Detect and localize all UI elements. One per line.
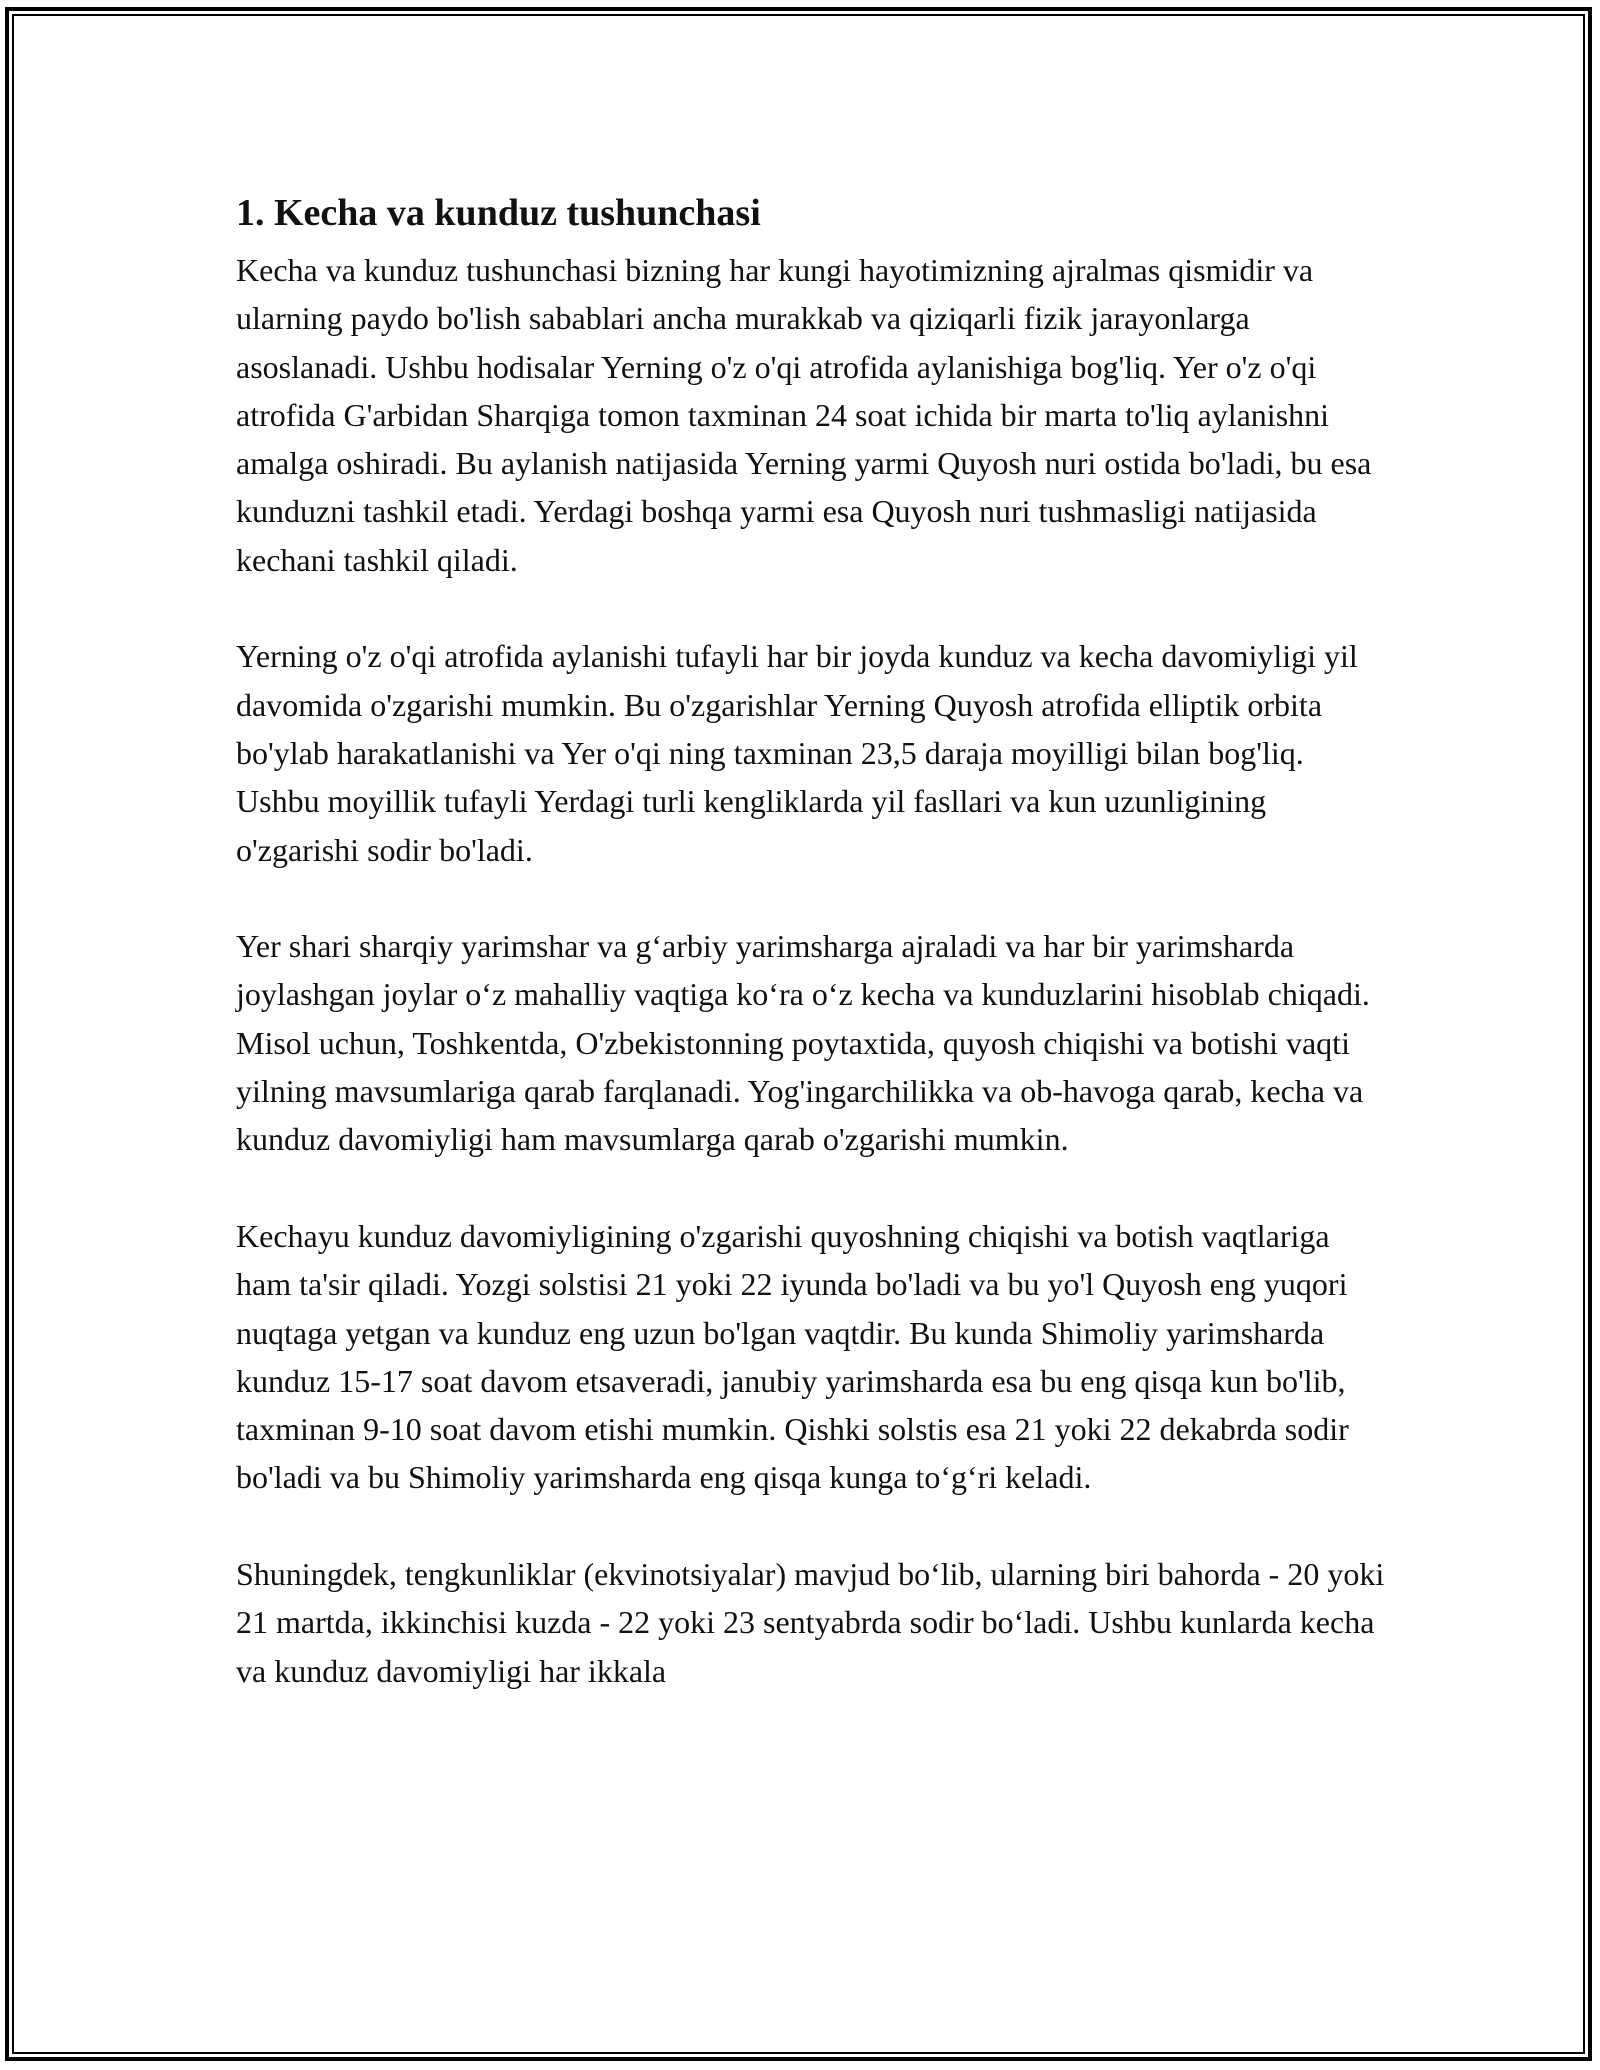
paragraph-5: Shuningdek, tengkunliklar (ekvinotsiyalar) mavjud bo‘lib, ularning biri bahorda - 20 yoki 21 martda, ikkinchisi kuzda - 22 yoki 23 sentyabrda sodir bo‘ladi. Ushbu kunlarda kecha va kunduz davomiyligi har ikkala — [236, 1556, 1385, 1689]
document-page — [236, 184, 1386, 1743]
document-title: 1. Kecha va kunduz tushunchasi — [236, 192, 761, 234]
paragraph-1: Kecha va kunduz tushunchasi bizning har kungi hayotimizning ajralmas qismidir va ularning paydo bo'lish sabablari ancha murakkab va qiziqarli fizik jarayonlarga asoslanadi. Ushbu hodisalar Yerning o'z o'qi atrofida aylanishiga bog'liq. Yer o'z o'qi atrofida G'arbidan Sharqiga tomon taxminan 24 soat ichida bir marta to'liq aylanishni amalga oshiradi. Bu aylanish natijasida Yerning yarmi Quyosh nuri ostida bo'ladi, bu esa kunduzni tashkil etadi. Yerdagi boshqa yarmi esa Quyosh nuri tushmasligi natijasida kechani tashkil qiladi. — [236, 252, 1372, 578]
paragraph-3: Yer shari sharqiy yarimshar va g‘arbiy yarimsharga ajraladi va har bir yarimsharda joylashgan joylar o‘z mahalliy vaqtiga ko‘ra o‘z kecha va kunduzlarini hisoblab chiqadi. Misol uchun, Toshkentda, O'zbekistonning poytaxtida, quyosh chiqishi va botishi vaqti yilning mavsumlariga qarab farqlanadi. Yog'ingarchilikka va ob-havoga qarab, kecha va kunduz davomiyligi ham mavsumlarga qarab o'zgarishi mumkin. — [236, 928, 1370, 1158]
paragraph-4: Kechayu kunduz davomiyligining o'zgarishi quyoshning chiqishi va botish vaqtlariga ham ta'sir qiladi. Yozgi solstisi 21 yoki 22 iyunda bo'ladi va bu yo'l Quyosh eng yuqori nuqtaga yetgan va kunduz eng uzun bo'lgan vaqtdir. Bu kunda Shimoliy yarimsharda kunduz 15-17 soat davom etsaveradi, janubiy yarimsharda esa bu eng qisqa kun bo'lib, taxminan 9-10 soat davom etishi mumkin. Qishki solstis esa 21 yoki 22 dekabrda sodir bo'ladi va bu Shimoliy yarimsharda eng qisqa kunga to‘g‘ri keladi. — [236, 1217, 1349, 1496]
paragraph-2: Yerning o'z o'qi atrofida aylanishi tufayli har bir joyda kunduz va kecha davomiyligi yil davomida o'zgarishi mumkin. Bu o'zgarishlar Yerning Quyosh atrofida elliptik orbita bo'ylab harakatlanishi va Yer o'qi ning taxminan 23,5 daraja moyilligi bilan bog'liq. Ushbu moyillik tufayli Yerdagi turli kengliklarda yil fasllari va kun uzunligining o'zgarishi sodir bo'ladi. — [236, 638, 1358, 868]
